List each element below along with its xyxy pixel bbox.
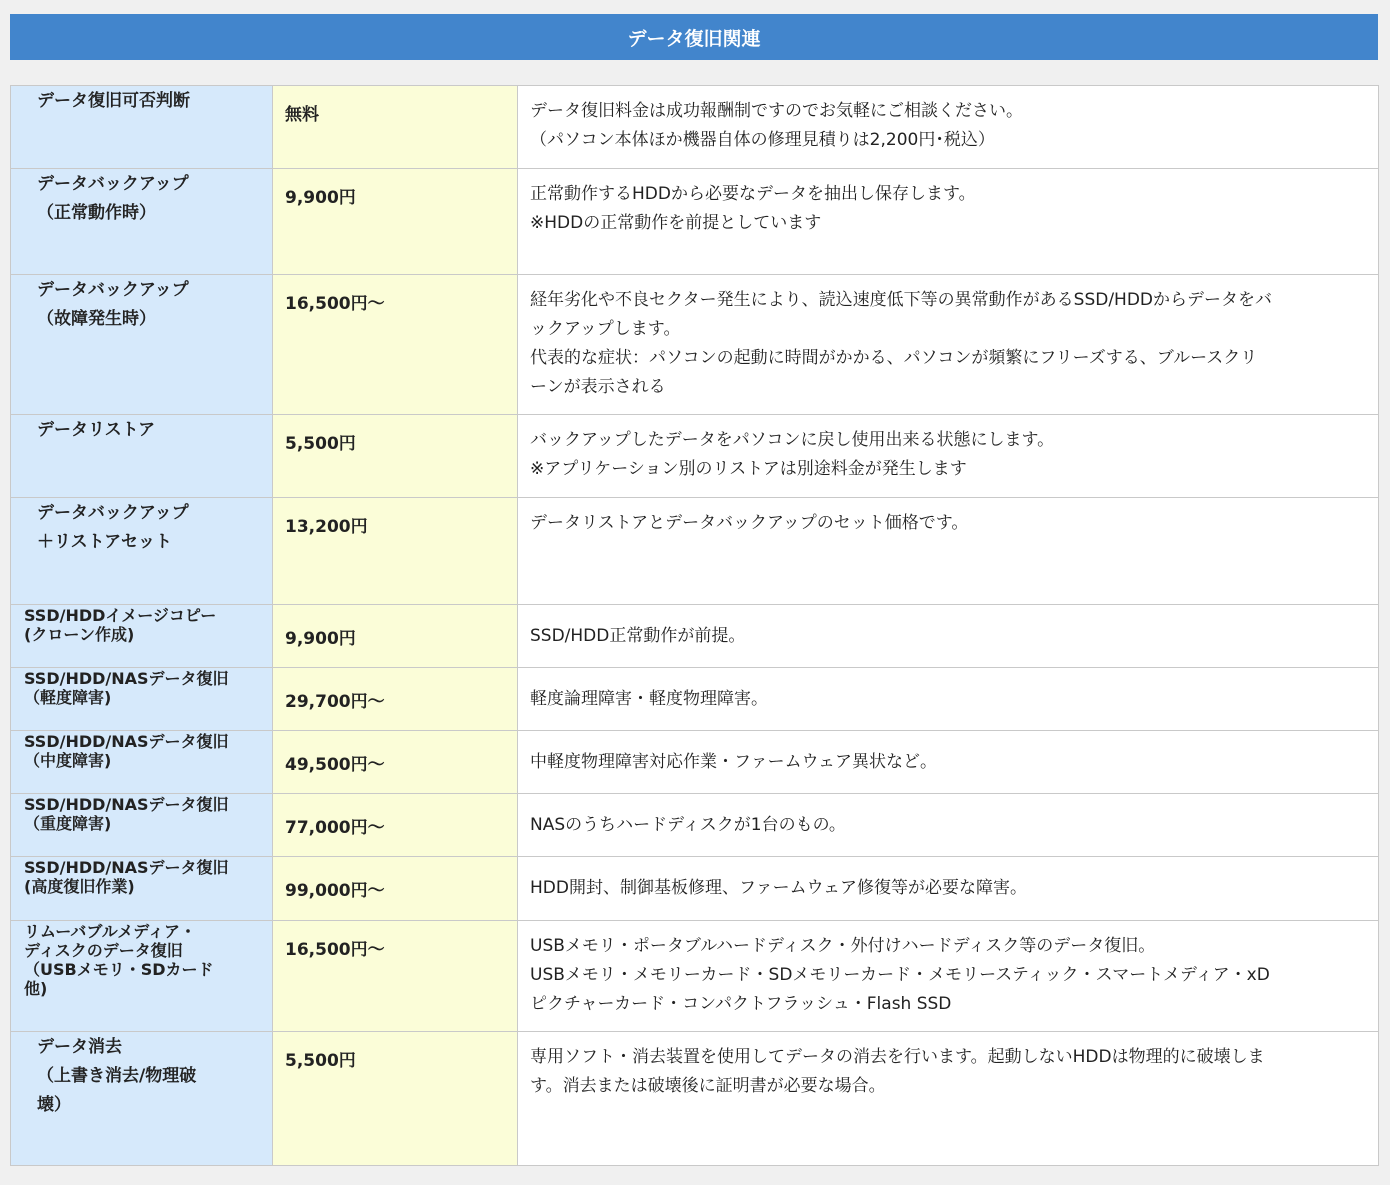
price-cell (273, 1032, 518, 1166)
description-line: す。消去または破壊後に証明書が必要な場合。 (530, 1076, 886, 1096)
description-line: SSD/HDD正常動作が前提。 (530, 625, 746, 646)
description-cell (518, 605, 1379, 668)
table-row (11, 1032, 1379, 1166)
table-row (11, 857, 1379, 921)
description-line: USBメモリ・ポータブルハードディスク・外付けハードディスク等のデータ復旧。 (530, 936, 1156, 956)
description-line: 代表的な症状：パソコンの起動に時間がかかる、パソコンが頻繁にフリーズする、ブルースクリ (530, 348, 1258, 368)
description-line: 経年劣化や不良セクター発生により、読込速度低下等の異常動作があるSSD/HDDからデータをバ (530, 290, 1273, 310)
description-line: データ復旧料金は成功報酬制ですのでお気軽にご相談ください。 (530, 101, 1023, 121)
service-name: リムーバブルメディア・ (24, 922, 197, 941)
description-cell (518, 1032, 1379, 1166)
price-value: 99,000円〜 (285, 881, 385, 901)
table-row (11, 169, 1379, 275)
service-name: データ消去 (37, 1037, 122, 1057)
service-name-cell (11, 86, 273, 169)
description-line: バックアップしたデータをパソコンに戻し使用出来る状態にします。 (530, 430, 1055, 450)
service-name: SSD/HDD/NASデータ復旧 (24, 795, 229, 814)
section-title: データ復旧関連 (627, 27, 761, 50)
price-cell (273, 794, 518, 857)
price-cell (273, 921, 518, 1032)
table-row (11, 275, 1379, 415)
price-cell (273, 605, 518, 668)
service-name: データバックアップ (37, 503, 189, 523)
price-value: 9,900円 (285, 188, 356, 208)
description-line: HDD開封、制御基板修理、ファームウェア修復等が必要な障害。 (530, 878, 1027, 898)
description-line: ーンが表示される (530, 377, 666, 397)
price-value: 49,500円〜 (285, 754, 385, 775)
service-name: 他) (24, 979, 48, 998)
service-name-cell (11, 921, 273, 1032)
table-row (11, 605, 1379, 668)
service-name: (クローン作成) (24, 625, 135, 644)
service-name: SSD/HDDイメージコピー (24, 606, 217, 625)
price-value: 29,700円〜 (285, 691, 385, 712)
price-cell (273, 498, 518, 605)
service-name-cell (11, 731, 273, 794)
table-row (11, 86, 1379, 169)
price-cell (273, 731, 518, 794)
price-value: 9,900円 (285, 628, 356, 649)
price-cell (273, 857, 518, 921)
service-name: （軽度障害) (24, 688, 112, 707)
table-row (11, 668, 1379, 731)
description-line: 専用ソフト・消去装置を使用してデータの消去を行います。起動しないHDDは物理的に破壊しま (530, 1047, 1265, 1067)
service-name: SSD/HDD/NASデータ復旧 (24, 732, 229, 751)
price-value: 5,500円 (285, 434, 356, 454)
description-cell (518, 857, 1379, 921)
price-cell (273, 668, 518, 731)
table-row (11, 498, 1379, 605)
table-row (11, 415, 1379, 498)
description-cell (518, 668, 1379, 731)
description-line: 軽度論理障害・軽度物理障害。 (530, 688, 768, 709)
description-cell (518, 169, 1379, 275)
service-name-cell (11, 415, 273, 498)
description-line: ピクチャーカード・コンパクトフラッシュ・Flash SSD (530, 994, 952, 1014)
service-name-cell (11, 1032, 273, 1166)
description-line: NASのうちハードディスクが1台のもの。 (530, 814, 846, 835)
description-cell (518, 86, 1379, 169)
description-cell (518, 731, 1379, 794)
price-value: 16,500円〜 (285, 940, 385, 960)
description-line: 中軽度物理障害対応作業・ファームウェア異状など。 (530, 751, 937, 772)
service-name: データ復旧可否判断 (37, 91, 190, 111)
service-name: データリストア (37, 420, 156, 440)
service-name-cell (11, 169, 273, 275)
price-cell (273, 86, 518, 169)
price-table (10, 85, 1379, 1166)
section-header (10, 14, 1378, 60)
description-line: USBメモリ・メモリーカード・SDメモリーカード・メモリースティック・スマートメディア・xD (530, 965, 1270, 985)
description-cell (518, 498, 1379, 605)
description-line: 正常動作するHDDから必要なデータを抽出し保存します。 (530, 184, 976, 204)
service-name: SSD/HDD/NASデータ復旧 (24, 669, 229, 688)
service-name: （中度障害) (24, 751, 112, 770)
description-line: ックアップします。 (530, 319, 681, 339)
description-line: ※HDDの正常動作を前提としています (530, 213, 822, 233)
price-value: 16,500円〜 (285, 294, 385, 314)
table-row (11, 731, 1379, 794)
price-cell (273, 169, 518, 275)
description-line: ※アプリケーション別のリストアは別途料金が発生します (530, 459, 967, 479)
description-cell (518, 415, 1379, 498)
service-name-cell (11, 498, 273, 605)
service-name-cell (11, 605, 273, 668)
service-name: SSD/HDD/NASデータ復旧 (24, 858, 229, 877)
price-cell (273, 415, 518, 498)
service-name: （故障発生時） (37, 309, 156, 329)
table-row (11, 794, 1379, 857)
description-cell (518, 794, 1379, 857)
service-name: （正常動作時） (37, 203, 156, 223)
service-name: ディスクのデータ復旧 (24, 941, 183, 960)
service-name: （USBメモリ・SDカード (24, 960, 214, 979)
service-name: データバックアップ (37, 280, 189, 300)
description-line: （パソコン本体ほか機器自体の修理見積りは2,200円･税込） (530, 130, 995, 150)
service-name: ＋リストアセット (37, 532, 172, 552)
service-name: （重度障害) (24, 814, 112, 833)
price-value: 無料 (285, 105, 319, 125)
service-name-cell (11, 668, 273, 731)
service-name-cell (11, 857, 273, 921)
description-line: データリストアとデータバックアップのセット価格です。 (530, 513, 969, 533)
price-value: 5,500円 (285, 1051, 356, 1071)
service-name-cell (11, 794, 273, 857)
price-value: 77,000円〜 (285, 817, 385, 838)
service-name: (高度復旧作業) (24, 877, 135, 896)
service-name: 壊） (37, 1095, 71, 1115)
table-row (11, 921, 1379, 1032)
service-name-cell (11, 275, 273, 415)
service-name: データバックアップ (37, 174, 189, 194)
description-cell (518, 921, 1379, 1032)
service-name: （上書き消去/物理破 (37, 1066, 197, 1086)
price-cell (273, 275, 518, 415)
price-value: 13,200円 (285, 517, 368, 537)
description-cell (518, 275, 1379, 415)
